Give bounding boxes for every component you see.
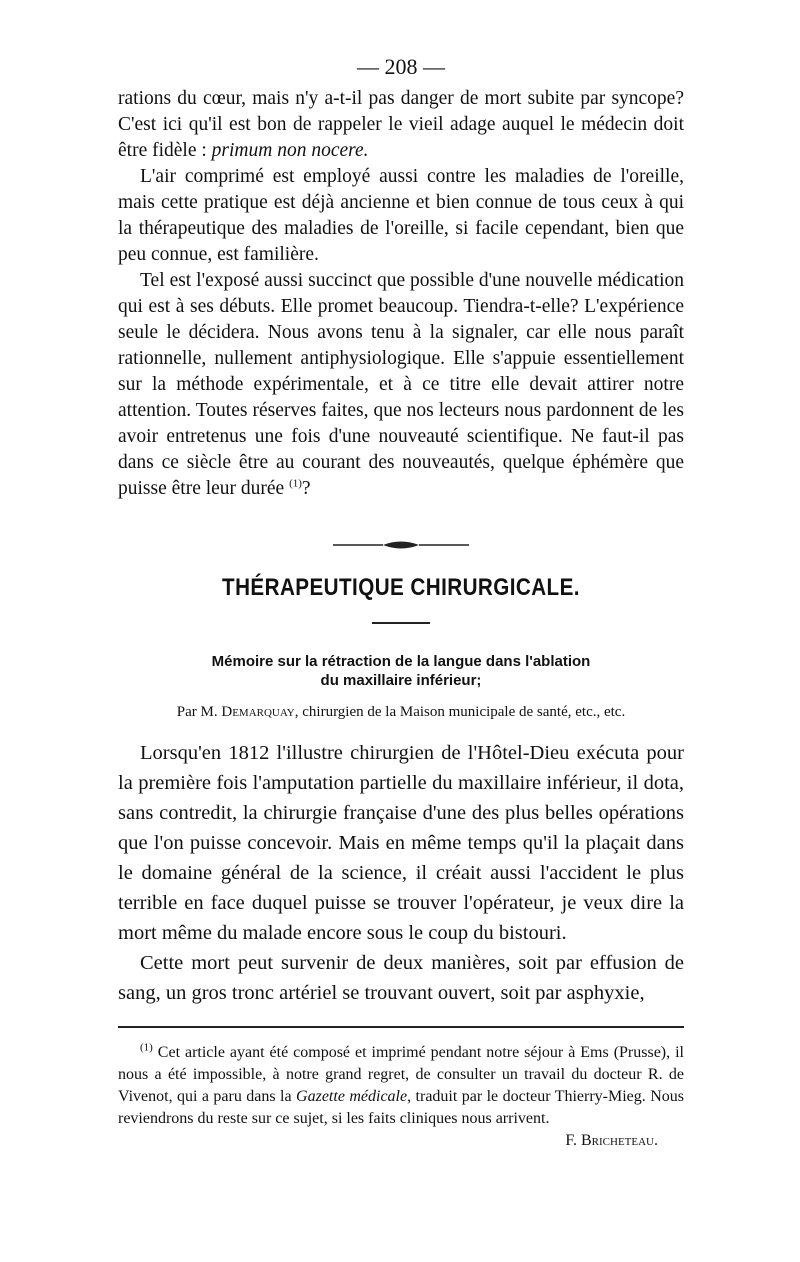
footnote-marker: (1)	[140, 1041, 153, 1054]
question-mark: ?	[301, 478, 311, 499]
author-name: Demarquay	[221, 704, 295, 720]
memoire-title-line: Mémoire sur la rétraction de la langue dans l'ablation	[211, 653, 591, 670]
paragraph-conclusion	[118, 268, 684, 502]
paragraph-body: Cette mort peut survenir de deux manières, soit par effusion de sang, un gros tronc artériel se trouvant ouvert, soit par asphyxie,	[118, 952, 684, 1004]
paragraph-air-comprime: L'air comprimé est employé aussi contre les maladies de l'oreille, mais cette pratique est déjà ancienne et bien connue de tous ceux à qui la thérapeutique des maladies de l'oreille, si facile cependant, bien que peu connue, est familière.	[118, 166, 684, 265]
page-number: — 208 —	[357, 54, 445, 79]
footnote-divider	[118, 1026, 684, 1028]
author-suffix: , chirurgien de la Maison municipale de santé, etc., etc.	[294, 704, 626, 720]
memoire-title	[118, 652, 684, 690]
author-line	[118, 702, 684, 722]
memoire-title-line: du maxillaire inférieur;	[320, 672, 482, 689]
author-prefix: Par M.	[176, 704, 222, 720]
footnote	[118, 1041, 685, 1149]
footnote-text: , traduit par le docteur Thierry-Mieg. Nous reviendrons du reste sur ce sujet, si les faits cliniques nous arrivent.	[118, 1088, 685, 1127]
section-title: THÉRAPEUTIQUE CHIRURGICALE.	[222, 574, 580, 601]
latin-maxim: primum non nocere.	[211, 140, 369, 161]
ornament-divider-icon	[331, 538, 471, 552]
footnote-reference: (1)	[289, 477, 302, 490]
paragraph-text: rations du cœur, mais n'y a-t-il pas danger de mort subite par syncope? C'est ici qu'il est bon de rappeler le vieil adage auquel le médecin doit être fidèle :	[118, 88, 684, 161]
paragraph-text: Tel est l'exposé aussi succinct que possible d'une nouvelle médication qui est à ses débuts. Elle promet beaucoup. Tiendra-t-elle? L'expérience seule le décidera. Nous avons tenu à la signaler, car elle nous paraît rationnelle, nullement antiphysiologique. Elle s'appuie essentiellement sur la méthode expérimentale, et à ce titre elle devait attirer notre attention. Toutes réserves faites, que nos lecteurs nous pardonnent de les avoir entretenus une fois d'une nouveauté scientifique. Ne faut-il pas dans ce siècle être au courant des nouveautés, quelque éphémère que puisse être leur durée	[118, 270, 684, 499]
page	[118, 52, 684, 1152]
footnote-text: Cet article ayant été composé et imprimé pendant notre séjour à Ems (Prusse), il nous a été impossible, à notre grand regret, de consulter un travail du docteur R. de Vivenot, qui a paru dans la	[118, 1044, 684, 1105]
paragraph-continuation	[118, 86, 684, 164]
paragraph-body: Lorsqu'en 1812 l'illustre chirurgien de l'Hôtel-Dieu exécuta pour la première fois l'amputation partielle du maxillaire inférieur, il dota, sans contredit, la chirurgie française d'une des plus belles opérations que l'on puisse concevoir. Mais en même temps qu'il la plaçait dans le domaine général de la science, il créait aussi l'accident le plus terrible en face duquel puisse se trouver l'opérateur, je veux dire la mort même du malade encore sous le coup du bistouri.	[118, 742, 684, 944]
signature: F. Bricheteau.	[565, 1132, 658, 1149]
journal-title: Gazette médicale	[296, 1088, 408, 1105]
divider	[372, 622, 430, 624]
